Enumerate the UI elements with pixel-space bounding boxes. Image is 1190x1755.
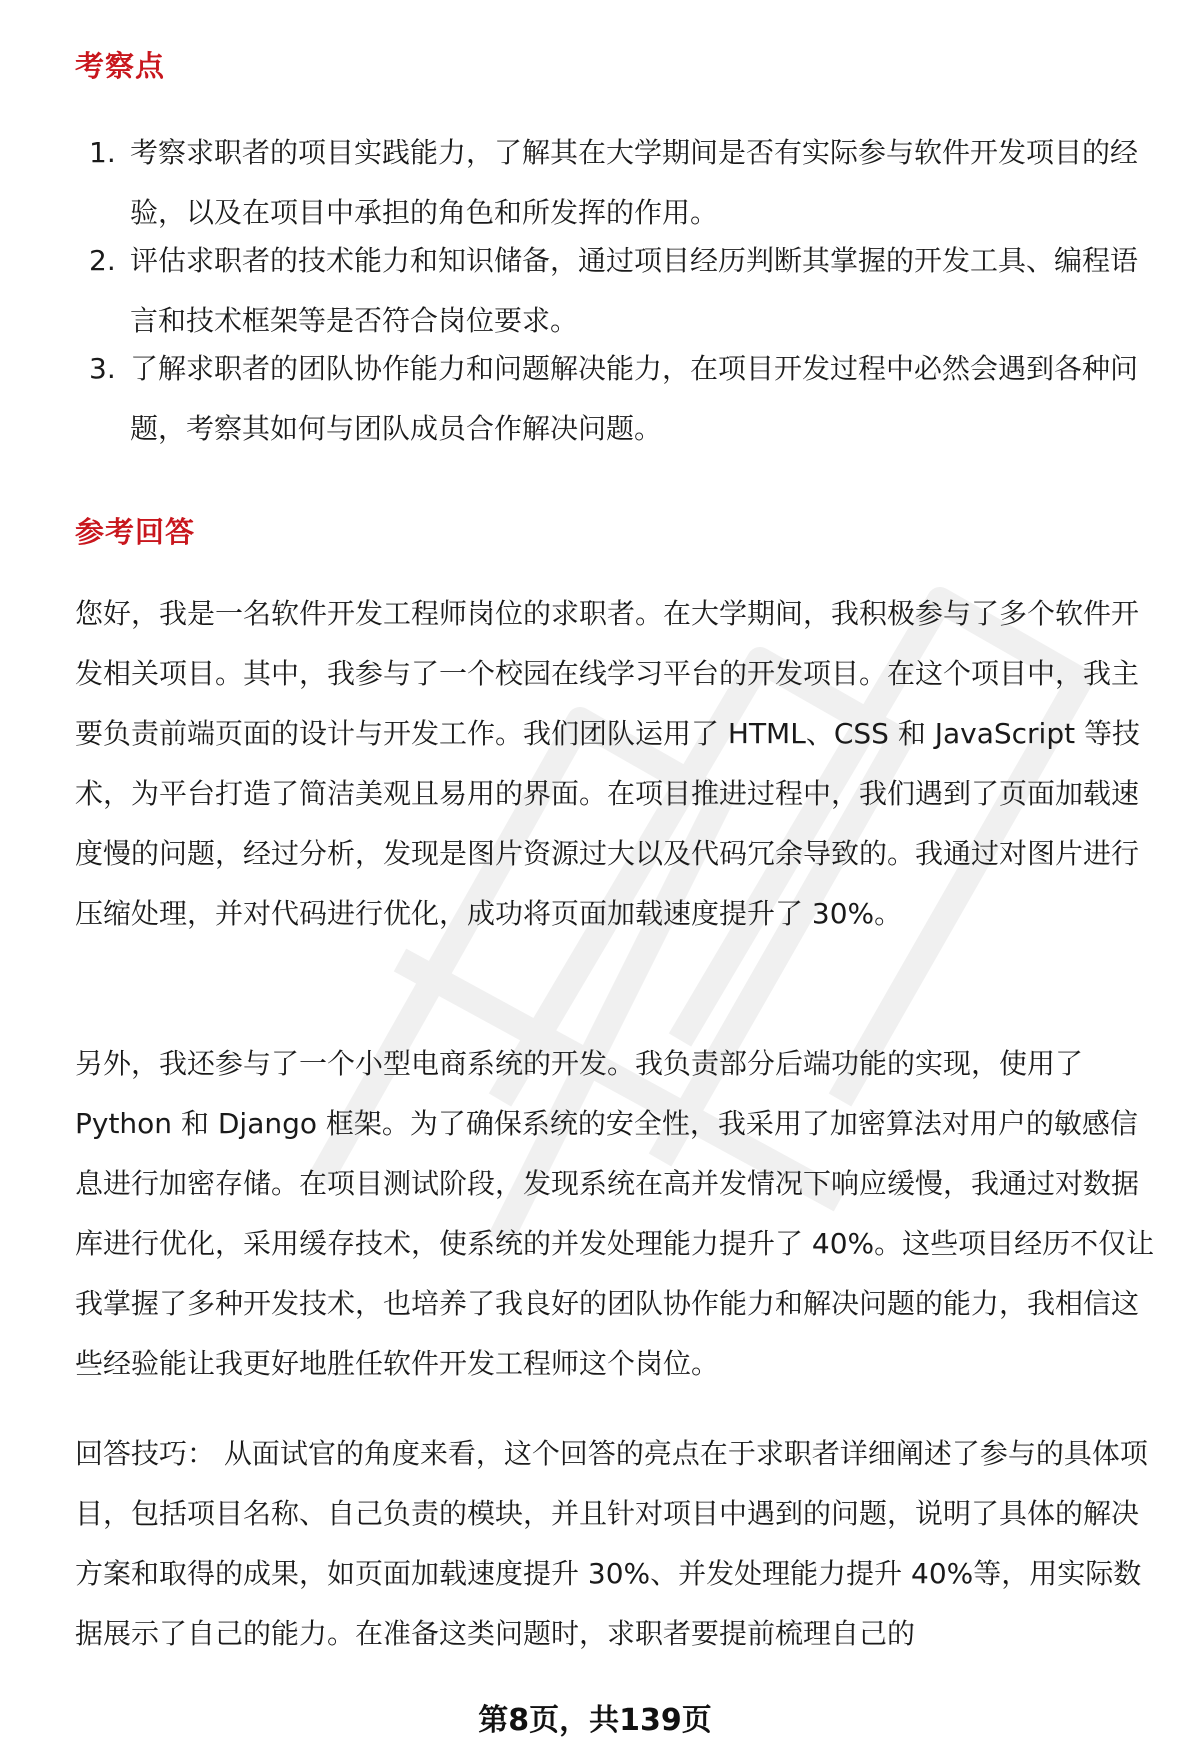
- list-item: [75, 123, 1165, 231]
- list-item-text: 考察求职者的项目实践能力，了解其在大学期间是否有实际参与软件开发项目的经验，以及在项目中承担的角色和所发挥的作用。: [130, 136, 1139, 229]
- answer-tips-paragraph: 回答技巧： 从面试官的角度来看，这个回答的亮点在于求职者详细阐述了参与的具体项目，包括项目名称、自己负责的模块，并且针对项目中遇到的问题，说明了具体的解决方案和取得的成果，如页面加载速度提升 30%、并发处理能力提升 40%等，用实际数据展示了自己的能力。在准备这类问题时，求职者要提前梳理自己的: [75, 1437, 1148, 1650]
- answer-paragraph-1: 您好，我是一名软件开发工程师岗位的求职者。在大学期间，我积极参与了多个软件开发相关项目。其中，我参与了一个校园在线学习平台的开发项目。在这个项目中，我主要负责前端页面的设计与开发工作。我们团队运用了 HTML、CSS 和 JavaScript 等技术，为平台打造了简洁美观且易用的界面。在项目推进过程中，我们遇到了页面加载速度慢的问题，经过分析，发现是图片资源过大以及代码冗余导致的。我通过对图片进行压缩处理，并对代码进行优化，成功将页面加载速度提升了 30%。: [75, 597, 1140, 930]
- list-item-text: 了解求职者的团队协作能力和问题解决能力，在项目开发过程中必然会遇到各种问题，考察其如何与团队成员合作解决问题。: [130, 352, 1139, 445]
- heading-reference-answer: 参考回答: [75, 515, 196, 549]
- page-number: 第8页，共139页: [478, 1703, 712, 1738]
- list-item-number: 2.: [89, 244, 116, 277]
- key-points-list: [75, 123, 1165, 447]
- list-item: [75, 231, 1165, 339]
- list-item: [75, 339, 1165, 447]
- list-item-number: 1.: [89, 136, 116, 169]
- list-item-number: 3.: [89, 352, 116, 385]
- answer-paragraph-2: 另外，我还参与了一个小型电商系统的开发。我负责部分后端功能的实现，使用了 Python 和 Django 框架。为了确保系统的安全性，我采用了加密算法对用户的敏感信息进行加密存储。在项目测试阶段，发现系统在高并发情况下响应缓慢，我通过对数据库进行优化，采用缓存技术，使系统的并发处理能力提升了 40%。这些项目经历不仅让我掌握了多种开发技术，也培养了我良好的团队协作能力和解决问题的能力，我相信这些经验能让我更好地胜任软件开发工程师这个岗位。: [75, 1047, 1155, 1380]
- list-item-text: 评估求职者的技术能力和知识储备，通过项目经历判断其掌握的开发工具、编程语言和技术框架等是否符合岗位要求。: [130, 244, 1139, 337]
- heading-key-points: 考察点: [75, 49, 166, 83]
